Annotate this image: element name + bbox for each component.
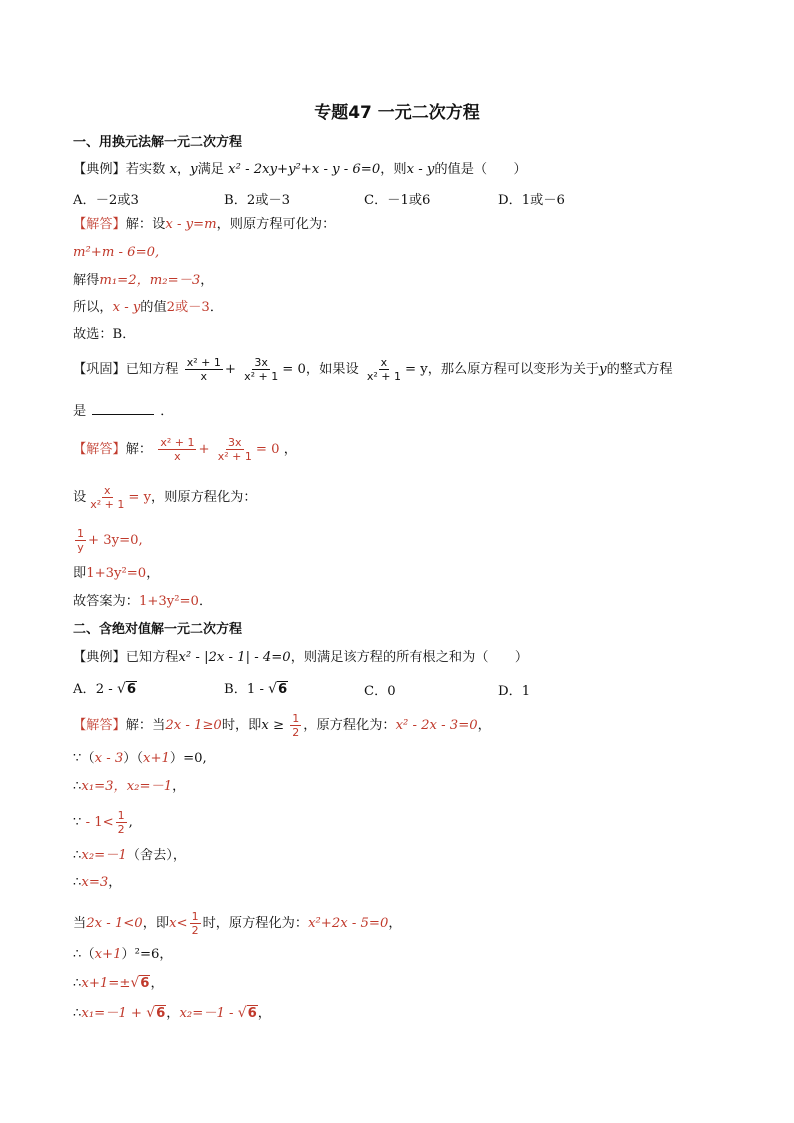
var: x - y (112, 300, 141, 315)
text: ∴ (73, 848, 82, 863)
text: 时，原方程化为： (202, 916, 309, 931)
solution-3-line-3 (73, 778, 185, 796)
denominator: x (174, 450, 181, 463)
operator: + (198, 442, 210, 457)
text: ， (176, 162, 191, 177)
expr: x - 3 (94, 751, 124, 766)
fraction (185, 356, 223, 383)
fraction (365, 356, 403, 383)
value: 2或－3 (166, 300, 210, 315)
solution-1-line-3 (73, 272, 213, 290)
denominator: x² + 1 (217, 450, 252, 463)
text: ， (150, 976, 164, 991)
equation: x+1=± (81, 976, 131, 991)
equation: x=3 (81, 875, 109, 890)
text: ∵（ (73, 751, 95, 766)
equation: x² - |2x - 1| - 4=0 (178, 650, 291, 665)
var: x (169, 162, 177, 177)
expr: x+1 (94, 947, 122, 962)
var: y (599, 362, 607, 377)
inequality: x ≥ (261, 718, 285, 733)
example-1-question (73, 161, 527, 179)
solution-tag: 【解答】 (73, 718, 126, 733)
radicand: 6 (278, 682, 288, 697)
text: = y (404, 362, 428, 377)
numerator: 1 (77, 527, 84, 540)
text: 的整式方程 (606, 362, 673, 377)
text: ∴ (73, 875, 82, 890)
denominator: y (77, 541, 84, 554)
text: ，则 (380, 162, 407, 177)
text: （舍去）， (126, 848, 187, 863)
text: ， (200, 273, 214, 288)
numerator: x² + 1 (160, 436, 195, 449)
var: x - y (406, 162, 435, 177)
equation: x² - 2x - 3=0 (395, 718, 478, 733)
text: ． (209, 300, 224, 315)
text: = 0 (282, 362, 306, 377)
text: ）²=6， (121, 947, 173, 962)
text: 当 (73, 916, 87, 931)
text: ， (477, 718, 491, 733)
solution-1-line-4 (73, 299, 223, 317)
text: ，那么原方程可以变形为关于 (427, 362, 600, 377)
text: ， (146, 566, 160, 581)
text: ， (257, 1006, 271, 1021)
solution-3-line-4 (73, 809, 133, 836)
text: 是 (73, 404, 87, 419)
solution-2-line-2 (73, 484, 257, 511)
inequality: 2x - 1<0 (86, 916, 143, 931)
fraction (75, 527, 86, 554)
equation: x²+2x - 5=0 (308, 916, 389, 931)
text: ，则原方程化为： (151, 490, 257, 505)
equation: m₁=2，m₂=－3 (99, 273, 201, 288)
radicand: 6 (126, 682, 137, 697)
denominator: 2 (191, 924, 199, 937)
text: 所以， (73, 300, 113, 315)
solution-1-line-2 (73, 244, 159, 262)
text: 解：设 (125, 217, 166, 232)
sqrt: √6 (130, 975, 150, 991)
sqrt: √6 (116, 681, 137, 697)
text: ， (172, 779, 186, 794)
text: , (128, 815, 133, 830)
numerator: 3x (254, 356, 268, 369)
option-b (224, 678, 288, 697)
text: ∴ (73, 1006, 82, 1021)
denominator: x² + 1 (366, 370, 401, 383)
page-title: 专题47 一元二次方程 (314, 103, 480, 123)
practice-1-question (73, 356, 673, 383)
solution-1-line-1 (73, 216, 335, 234)
radicand: 6 (247, 1006, 257, 1021)
numerator: 1 (191, 910, 199, 923)
numerator: x (104, 484, 111, 497)
solution-2-line-1 (73, 436, 297, 463)
text: ，原方程化为： (303, 718, 396, 733)
solution-3-line-6 (73, 874, 121, 892)
sqrt: √6 (146, 1005, 166, 1021)
var: y (190, 162, 198, 177)
text: 的值是（ ） (434, 162, 527, 177)
numerator: x (380, 356, 388, 369)
text: 解：当 (125, 718, 166, 733)
text: 时，即 (221, 718, 262, 733)
text: 满足 (197, 162, 224, 177)
text: B．1 - (224, 682, 269, 697)
solution-2-line-3 (73, 527, 143, 554)
example-tag: 【典例】 (73, 162, 126, 177)
solution-2-line-4 (73, 565, 159, 583)
numerator: 1 (292, 712, 300, 725)
text: 故答案为： (73, 594, 139, 609)
section-heading-2: 二、含绝对值解一元二次方程 (73, 622, 243, 637)
fraction (216, 436, 254, 463)
denominator: x² + 1 (90, 498, 125, 511)
fraction (190, 910, 201, 937)
practice-tag: 【巩固】 (73, 362, 126, 377)
text: ． (160, 404, 174, 419)
example-2-question (73, 649, 528, 667)
fraction (158, 436, 196, 463)
solution-3-line-9 (73, 974, 164, 993)
equation: 2x - 1≥0 (165, 718, 222, 733)
expr: x+1 (143, 751, 170, 766)
text: ∵ (73, 815, 82, 830)
equation: x² - 2xy+y²+x - y - 6=0 (228, 162, 381, 177)
operator: + (224, 362, 236, 377)
text: ，如果设 (305, 362, 359, 377)
option-c: C．0 (364, 684, 396, 699)
text: ． (198, 594, 213, 609)
text: 解得 (73, 273, 100, 288)
solution-tag: 【解答】 (73, 442, 126, 457)
text: = y (128, 490, 152, 505)
text: ∴ (73, 779, 82, 794)
equation: x - y=m (165, 217, 217, 232)
denominator: 2 (117, 823, 125, 836)
denominator: 2 (292, 726, 300, 739)
option-b: B．2或－3 (224, 193, 291, 208)
practice-1-answer-line (73, 402, 173, 421)
solution-3-line-2 (73, 750, 207, 768)
text: ，则原方程可化为： (216, 217, 336, 232)
text: = 0 (255, 442, 280, 457)
text: 设 (73, 490, 87, 505)
text: 的值 (140, 300, 167, 315)
equation: x₁=－1 + (81, 1006, 147, 1021)
text: ， (283, 442, 297, 457)
option-c: C．－1或6 (364, 193, 431, 208)
equation: x₁=3，x₂=－1 (81, 779, 173, 794)
equation: 1+3y²=0 (138, 594, 199, 609)
text: ∴ (73, 976, 82, 991)
text: ， (388, 916, 402, 931)
text: ）（ (123, 751, 144, 766)
text: ，即 (142, 916, 170, 931)
solution-3-line-1 (73, 712, 491, 739)
sqrt: √6 (237, 1005, 257, 1021)
equation: x₂=－1 - (179, 1006, 238, 1021)
equation: 1+3y²=0 (86, 566, 147, 581)
solution-2-line-5 (73, 593, 212, 611)
option-d: D．1 (498, 684, 531, 699)
solution-1-line-5: 故选：B． (73, 327, 136, 342)
numerator: x² + 1 (186, 356, 221, 369)
equation: m²+m - 6=0, (73, 245, 160, 260)
section-heading-1: 一、用换元法解一元二次方程 (73, 135, 243, 150)
text: 若实数 (125, 162, 166, 177)
inequality: - 1< (81, 815, 114, 830)
text: 即 (73, 566, 87, 581)
text: ）=0, (169, 751, 207, 766)
inequality: x< (169, 916, 188, 931)
denominator: x (200, 370, 208, 383)
text: 已知方程 (125, 650, 179, 665)
radicand: 6 (156, 1006, 166, 1021)
solution-3-line-5 (73, 847, 186, 865)
fraction (242, 356, 280, 383)
solution-tag: 【解答】 (73, 217, 126, 232)
text: ，则满足该方程的所有根之和为（ ） (290, 650, 529, 665)
option-a (73, 678, 137, 697)
text: ∴（ (73, 947, 95, 962)
text: 解： (125, 442, 153, 457)
equation: x₂=－1 (81, 848, 127, 863)
fraction (116, 809, 127, 836)
fraction (88, 484, 126, 511)
text: A．2 - (73, 682, 117, 697)
answer-blank[interactable] (92, 402, 154, 415)
fraction (290, 712, 301, 739)
numerator: 3x (228, 436, 242, 449)
text: ， (108, 875, 122, 890)
solution-3-line-7 (73, 910, 402, 937)
equation: + 3y=0, (88, 533, 143, 548)
example-tag: 【典例】 (73, 650, 126, 665)
option-a: A．－2或3 (73, 193, 139, 208)
solution-3-line-8 (73, 946, 173, 964)
sqrt: √6 (268, 681, 288, 697)
radicand: 6 (140, 976, 150, 991)
solution-3-line-10 (73, 1004, 271, 1023)
denominator: x² + 1 (244, 370, 279, 383)
text: ， (166, 1006, 180, 1021)
text: 已知方程 (125, 362, 179, 377)
option-d: D．1或－6 (498, 193, 565, 208)
numerator: 1 (117, 809, 125, 822)
